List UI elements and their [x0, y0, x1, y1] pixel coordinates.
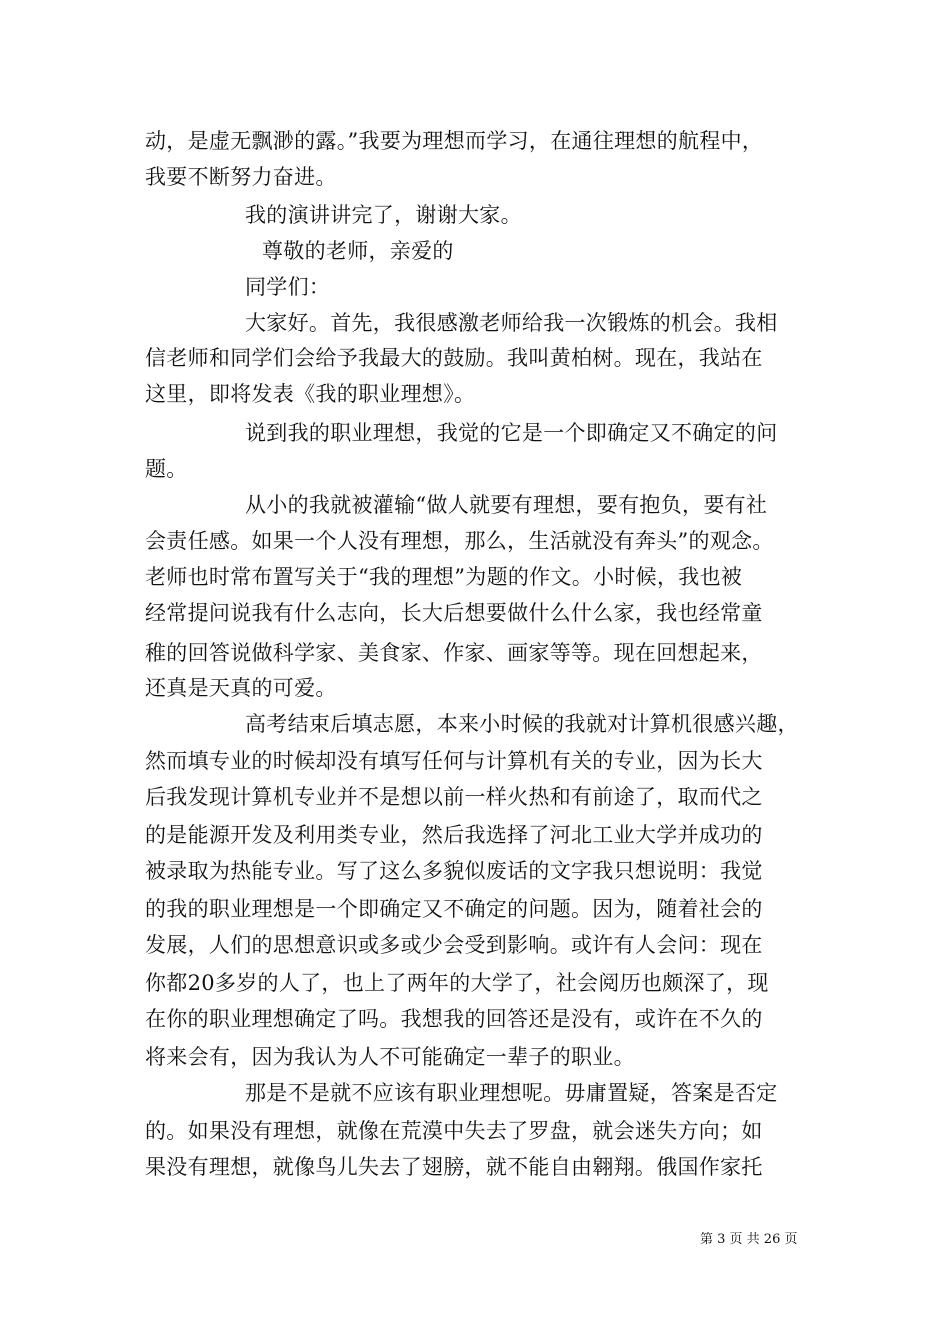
text-line: 这里，即将发表《我的职业理想》。 [145, 382, 476, 406]
text-line: 将来会有，因为我认为人不可能确定一辈子的职业。 [145, 1045, 635, 1069]
text-line: 尊敬的老师，亲爱的 [262, 239, 454, 263]
text-line: 说到我的职业理想，我觉的它是一个即确定又不确定的问 [245, 421, 778, 445]
text-line: 大家好。首先，我很感激老师给我一次锻炼的机会。我相 [245, 311, 778, 335]
text-line: 老师也时常布置写关于“我的理想”为题的作文。小时候，我也被 [145, 565, 743, 589]
text-line: 果没有理想，就像鸟儿失去了翅膀，就不能自由翱翔。俄国作家托 [145, 1155, 763, 1179]
text-line: 后我发现计算机专业并不是想以前一样火热和有前途了，取而代之 [145, 785, 763, 809]
text-line: 题。 [145, 457, 188, 481]
text-line: 那是不是就不应该有职业理想呢。毋庸置疑，答案是否定 [245, 1081, 778, 1105]
text-line: 在你的职业理想确定了吗。我想我的回答还是没有，或许在不久的 [145, 1007, 763, 1031]
text-line: 我要不断努力奋进。 [145, 165, 337, 189]
text-line: 稚的回答说做科学家、美食家、作家、画家等等。现在回想起来， [145, 641, 763, 665]
text-line: 发展，人们的思想意识或多或少会受到影响。或许有人会问：现在 [145, 933, 763, 957]
text-line: 我的演讲讲完了，谢谢大家。 [245, 203, 522, 227]
text-line: 会责任感。如果一个人没有理想，那么，生活就没有奔头”的观念。 [145, 529, 774, 553]
text-line: 的我的职业理想是一个即确定又不确定的问题。因为，随着社会的 [145, 897, 763, 921]
text-line: 从小的我就被灌输“做人就要有理想，要有抱负，要有社 [245, 493, 768, 517]
page-number-footer: 第 3 页 共 26 页 [700, 1232, 798, 1247]
text-line: 同学们： [245, 275, 331, 299]
text-line: 你都20多岁的人了，也上了两年的大学了，社会阅历也颇深了，现 [145, 971, 769, 995]
text-line: 的是能源开发及利用类专业，然后我选择了河北工业大学并成功的 [145, 823, 763, 847]
text-line: 动，是虚无飘渺的露。”我要为理想而学习，在通往理想的航程中， [145, 129, 764, 153]
text-line: 的。如果没有理想，就像在荒漠中失去了罗盘，就会迷失方向；如 [145, 1119, 763, 1143]
text-line: 信老师和同学们会给予我最大的鼓励。我叫黄柏树。现在，我站在 [145, 346, 763, 370]
text-line: 经常提问说我有什么志向，长大后想要做什么什么家，我也经常童 [145, 601, 763, 625]
text-line: 高考结束后填志愿，本来小时候的我就对计算机很感兴趣， [245, 712, 799, 736]
text-line: 被录取为热能专业。写了这么多貌似废话的文字我只想说明：我觉 [145, 859, 763, 883]
text-line: 然而填专业的时候却没有填写任何与计算机有关的专业，因为长大 [145, 749, 763, 773]
text-line: 还真是天真的可爱。 [145, 676, 337, 700]
